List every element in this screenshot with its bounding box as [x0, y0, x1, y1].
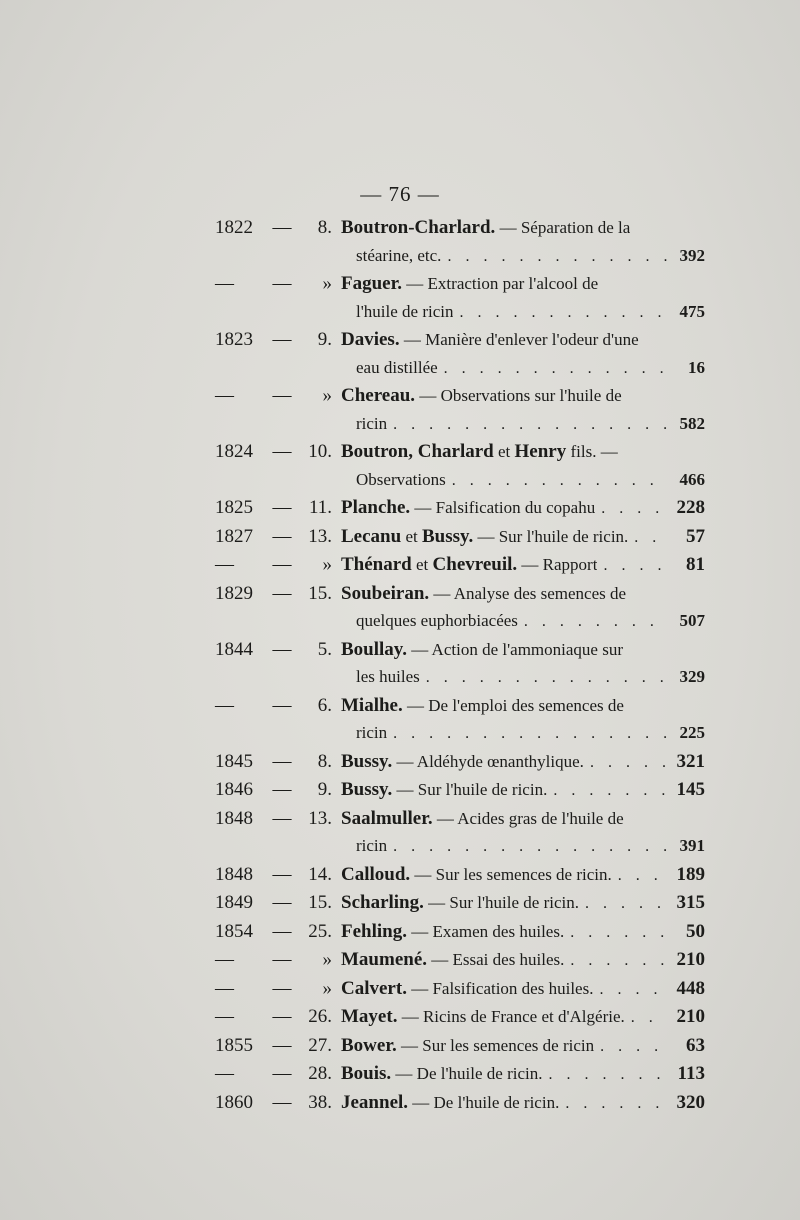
entry-body — [341, 918, 705, 947]
bibliography-entry — [215, 438, 705, 494]
entry-author: Calvert. — [341, 977, 407, 999]
entry-year: 1829 — [215, 582, 253, 604]
entry-dash: — — [272, 1034, 292, 1056]
entry-description: — Sur les semences de ricin — [396, 1035, 595, 1055]
entry-body — [341, 523, 705, 552]
entry-body — [341, 270, 705, 326]
entry-page: 475 — [679, 301, 705, 321]
entry-page: 582 — [679, 413, 705, 433]
entry-description: — Sur les semences de ricin. — [410, 864, 612, 884]
dot-leader — [590, 749, 667, 777]
entry-dash: — — [272, 441, 292, 462]
entry-number: 25. — [308, 920, 332, 942]
entry-author: Boullay. — [341, 638, 407, 660]
entry-number: » — [322, 273, 332, 294]
entry-body — [341, 1089, 705, 1118]
entry-description: — Observations sur l'huile de — [415, 386, 622, 405]
entry-description: — Falsification du copahu — [410, 498, 596, 517]
entry-year: 1846 — [215, 779, 253, 800]
bibliography-entry — [215, 805, 705, 861]
entry-continuation: ricin — [356, 723, 388, 742]
dot-leader — [570, 919, 667, 947]
entry-number: 27. — [308, 1034, 332, 1056]
entry-page: 228 — [676, 497, 705, 518]
entry-heading — [341, 776, 547, 804]
dot-leader — [631, 1004, 667, 1032]
entry-author: Davies. — [341, 329, 400, 350]
entry-number: 8. — [317, 750, 332, 772]
entry-body — [341, 1003, 705, 1032]
dot-leader — [553, 777, 667, 805]
entry-author: Saalmuller. — [341, 807, 433, 829]
entry-year: 1848 — [215, 863, 253, 885]
entry-heading — [341, 748, 584, 776]
entry-year: — — [215, 385, 234, 406]
entry-dash: — — [272, 1006, 292, 1027]
entry-page: 50 — [686, 920, 705, 942]
entry-continuation: stéarine, etc. — [356, 245, 442, 265]
entry-year: 1824 — [215, 441, 253, 462]
entry-description-2: — Sur l'huile de ricin. — [473, 526, 629, 546]
entry-heading — [341, 636, 623, 664]
entry-description: — Ricins de France et d'Algérie. — [397, 1007, 625, 1026]
entry-body — [341, 889, 705, 918]
entry-heading — [341, 692, 624, 720]
entry-heading — [341, 523, 628, 551]
entry-number: 14. — [308, 863, 332, 885]
entry-author: Thénard — [341, 554, 412, 575]
entry-body — [341, 636, 705, 692]
entry-heading — [341, 270, 598, 298]
dot-leader — [599, 976, 667, 1004]
entry-description: — Extraction par l'alcool de — [402, 274, 599, 293]
entry-author: Mayet. — [341, 1006, 398, 1027]
entry-body — [341, 438, 705, 494]
dot-leader — [600, 1033, 667, 1061]
entry-page: 145 — [676, 779, 705, 800]
entry-year: — — [215, 554, 234, 575]
entry-description: — Manière d'enlever l'odeur d'une — [399, 330, 639, 349]
entry-description: — De l'huile de ricin. — [391, 1064, 543, 1083]
entry-body — [341, 975, 705, 1004]
entry-year: 1823 — [215, 329, 253, 350]
dot-leader — [524, 608, 667, 636]
entry-author: Bussy. — [341, 750, 393, 772]
entry-page: 113 — [677, 1063, 705, 1084]
entry-author: Jeannel. — [341, 1091, 409, 1113]
entry-dash: — — [272, 1091, 292, 1113]
dot-leader — [452, 467, 667, 495]
bibliography-entry — [215, 1089, 705, 1118]
entry-number: 15. — [308, 892, 332, 913]
entry-number: 38. — [308, 1091, 332, 1113]
entry-dash: — — [272, 638, 292, 660]
entry-year: — — [215, 977, 234, 999]
entry-number: 26. — [308, 1006, 332, 1027]
entry-description: — Action de l'ammoniaque sur — [407, 639, 623, 659]
entry-author: Mialhe. — [341, 694, 403, 716]
entry-number: » — [322, 977, 332, 999]
entry-description: — Sur l'huile de ricin. — [392, 780, 548, 799]
entry-description: et — [401, 526, 422, 546]
entry-description: — Acides gras de l'huile de — [432, 808, 624, 828]
entry-number: 11. — [308, 497, 332, 518]
dot-leader — [603, 552, 667, 580]
entry-author-2: Bussy. — [421, 525, 474, 547]
entry-heading — [341, 382, 622, 410]
bibliography-entry — [215, 918, 705, 947]
entry-description: — De l'huile de ricin. — [408, 1092, 560, 1112]
entry-year: 1860 — [215, 1091, 253, 1113]
entry-dash: — — [272, 1063, 292, 1084]
bibliography-entry — [215, 975, 705, 1004]
entry-heading — [341, 1003, 625, 1031]
entry-page: 392 — [679, 245, 705, 265]
dot-leader — [634, 524, 667, 552]
entry-number: 9. — [317, 329, 332, 350]
entry-body — [341, 946, 705, 975]
entry-dash: — — [272, 217, 292, 238]
entry-body — [341, 776, 705, 805]
dot-leader — [393, 833, 667, 861]
entry-dash: — — [272, 977, 292, 999]
entry-page: 225 — [679, 723, 705, 742]
entry-year: 1855 — [215, 1034, 253, 1056]
entry-page: 320 — [676, 1091, 705, 1113]
entry-description: — Séparation de la — [495, 218, 631, 237]
entry-heading — [341, 551, 597, 579]
entry-year: 1845 — [215, 750, 253, 772]
entry-heading — [341, 1060, 542, 1088]
dot-leader — [618, 862, 667, 890]
dot-leader — [447, 243, 667, 271]
entry-continuation: quelques euphorbiacées — [356, 611, 518, 630]
entry-continuation: Observations — [356, 469, 446, 489]
entry-continuation: les huiles — [356, 667, 420, 686]
dot-leader — [548, 1061, 667, 1089]
entry-continuation: ricin — [356, 413, 388, 433]
entry-author: Planche. — [341, 497, 411, 518]
entry-number: 10. — [308, 441, 332, 462]
entry-description: et — [411, 555, 433, 574]
bibliography-entry — [215, 776, 705, 805]
bibliography-entry — [215, 1032, 705, 1061]
dot-leader — [393, 720, 667, 748]
entry-author-2: Henry — [514, 441, 567, 462]
entry-body — [341, 382, 705, 438]
entry-description: — Essai des huiles. — [427, 950, 565, 969]
entry-heading — [341, 214, 630, 242]
entry-year: 1849 — [215, 892, 253, 913]
bibliography-list — [215, 214, 705, 1117]
entry-dash: — — [272, 949, 292, 970]
entry-page: 321 — [676, 750, 705, 772]
bibliography-entry — [215, 382, 705, 438]
entry-year: 1848 — [215, 807, 253, 829]
entry-heading — [341, 494, 595, 522]
entry-page: 210 — [676, 949, 705, 970]
entry-author: Maumené. — [341, 949, 428, 970]
dot-leader — [459, 299, 667, 327]
entry-description: — Falsification des huiles. — [406, 978, 594, 998]
entry-heading — [341, 861, 612, 889]
entry-author-2: Chevreuil. — [432, 554, 518, 575]
entry-page: 63 — [686, 1034, 705, 1056]
entry-number: » — [322, 554, 332, 575]
entry-number: » — [322, 385, 332, 406]
entry-year: — — [215, 1063, 234, 1084]
entry-dash: — — [272, 329, 292, 350]
entry-number: 13. — [308, 807, 332, 829]
dot-leader — [426, 664, 667, 692]
entry-year: 1854 — [215, 920, 253, 942]
entry-author: Boutron-Charlard. — [341, 217, 496, 238]
dot-leader — [565, 1090, 667, 1118]
entry-number: 8. — [317, 217, 332, 238]
entry-author: Calloud. — [341, 863, 411, 885]
entry-heading — [341, 1032, 594, 1060]
bibliography-entry — [215, 326, 705, 382]
entry-author: Scharling. — [341, 892, 424, 913]
entry-heading — [341, 975, 593, 1003]
entry-page: 189 — [676, 863, 705, 885]
bibliography-entry — [215, 636, 705, 692]
entry-continuation: l'huile de ricin — [356, 301, 454, 321]
entry-page: 57 — [686, 525, 705, 547]
entry-author: Boutron, Charlard — [341, 441, 494, 462]
entry-continuation: ricin — [356, 836, 388, 855]
entry-body — [341, 1032, 705, 1061]
entry-page: 329 — [679, 667, 705, 686]
entry-dash: — — [272, 554, 292, 575]
entry-year: — — [215, 1006, 234, 1027]
entry-page: 210 — [676, 1006, 705, 1027]
entry-dash: — — [272, 525, 292, 547]
entry-number: » — [322, 949, 332, 970]
entry-dash: — — [272, 497, 292, 518]
entry-description-2: — Rapport — [517, 555, 598, 574]
entry-body — [341, 551, 705, 580]
entry-body — [341, 494, 705, 523]
entry-dash: — — [272, 385, 292, 406]
entry-author: Soubeiran. — [341, 582, 430, 604]
entry-dash: — — [272, 779, 292, 800]
entry-description: — Sur l'huile de ricin. — [423, 893, 579, 912]
entry-year: 1822 — [215, 217, 253, 238]
entry-dash: — — [272, 694, 292, 716]
entry-description-2: fils. — — [566, 442, 618, 461]
entry-year: 1825 — [215, 497, 253, 518]
entry-page: 507 — [679, 611, 705, 630]
entry-year: 1827 — [215, 525, 253, 547]
bibliography-entry — [215, 270, 705, 326]
entry-number: 28. — [308, 1063, 332, 1084]
entry-description: — Analyse des semences de — [429, 583, 627, 603]
bibliography-entry — [215, 523, 705, 552]
entry-body — [341, 1060, 705, 1089]
bibliography-entry — [215, 1003, 705, 1032]
bibliography-entry — [215, 692, 705, 748]
entry-heading — [341, 1089, 559, 1117]
entry-body — [341, 748, 705, 777]
dot-leader — [570, 947, 667, 975]
dot-leader — [444, 355, 667, 383]
entry-body — [341, 861, 705, 890]
bibliography-entry — [215, 861, 705, 890]
entry-page: 466 — [679, 469, 705, 489]
entry-author: Faguer. — [341, 273, 403, 294]
entry-page: 448 — [676, 977, 705, 999]
page-number: — 76 — — [360, 182, 440, 206]
bibliography-entry — [215, 580, 705, 636]
entry-number: 9. — [317, 779, 332, 800]
entry-author: Chereau. — [341, 385, 416, 406]
bibliography-entry — [215, 551, 705, 580]
entry-dash: — — [272, 750, 292, 772]
bibliography-entry — [215, 748, 705, 777]
entry-year: — — [215, 694, 234, 716]
entry-page: 16 — [688, 357, 705, 377]
entry-dash: — — [272, 582, 292, 604]
entry-description: et — [493, 442, 515, 461]
entry-page: 391 — [679, 836, 705, 855]
entry-dash: — — [272, 863, 292, 885]
bibliography-entry — [215, 889, 705, 918]
entry-author: Bussy. — [341, 779, 393, 800]
entry-number: 5. — [317, 638, 332, 660]
entry-body — [341, 805, 705, 861]
entry-heading — [341, 889, 579, 917]
entry-dash: — — [272, 273, 292, 294]
entry-dash: — — [272, 807, 292, 829]
entry-description: — Examen des huiles. — [406, 921, 565, 941]
entry-page: 315 — [676, 892, 705, 913]
entry-description: — De l'emploi des semences de — [402, 695, 624, 715]
entry-year: — — [215, 273, 234, 294]
entry-body — [341, 580, 705, 636]
bibliography-entry — [215, 494, 705, 523]
entry-dash: — — [272, 892, 292, 913]
entry-number: 13. — [308, 525, 332, 547]
entry-author: Bouis. — [341, 1063, 392, 1084]
dot-leader — [601, 495, 667, 523]
entry-number: 15. — [308, 582, 332, 604]
entry-heading — [341, 918, 564, 946]
entry-body — [341, 692, 705, 748]
entry-year: 1844 — [215, 638, 253, 660]
entry-continuation: eau distillée — [356, 357, 438, 377]
entry-heading — [341, 805, 624, 833]
entry-author: Bower. — [341, 1034, 397, 1056]
entry-body — [341, 326, 705, 382]
entry-year: — — [215, 949, 234, 970]
entry-page: 81 — [686, 554, 705, 575]
entry-dash: — — [272, 920, 292, 942]
entry-heading — [341, 580, 626, 608]
dot-leader — [585, 890, 667, 918]
entry-author: Fehling. — [341, 920, 407, 942]
dot-leader — [393, 411, 667, 439]
entry-heading — [341, 946, 564, 974]
entry-author: Lecanu — [341, 525, 402, 547]
bibliography-entry — [215, 214, 705, 270]
entry-heading — [341, 326, 639, 354]
bibliography-entry — [215, 946, 705, 975]
entry-heading — [341, 438, 618, 466]
entry-number: 6. — [317, 694, 332, 716]
entry-body — [341, 214, 705, 270]
bibliography-entry — [215, 1060, 705, 1089]
entry-description: — Aldéhyde œnanthylique. — [392, 751, 584, 771]
